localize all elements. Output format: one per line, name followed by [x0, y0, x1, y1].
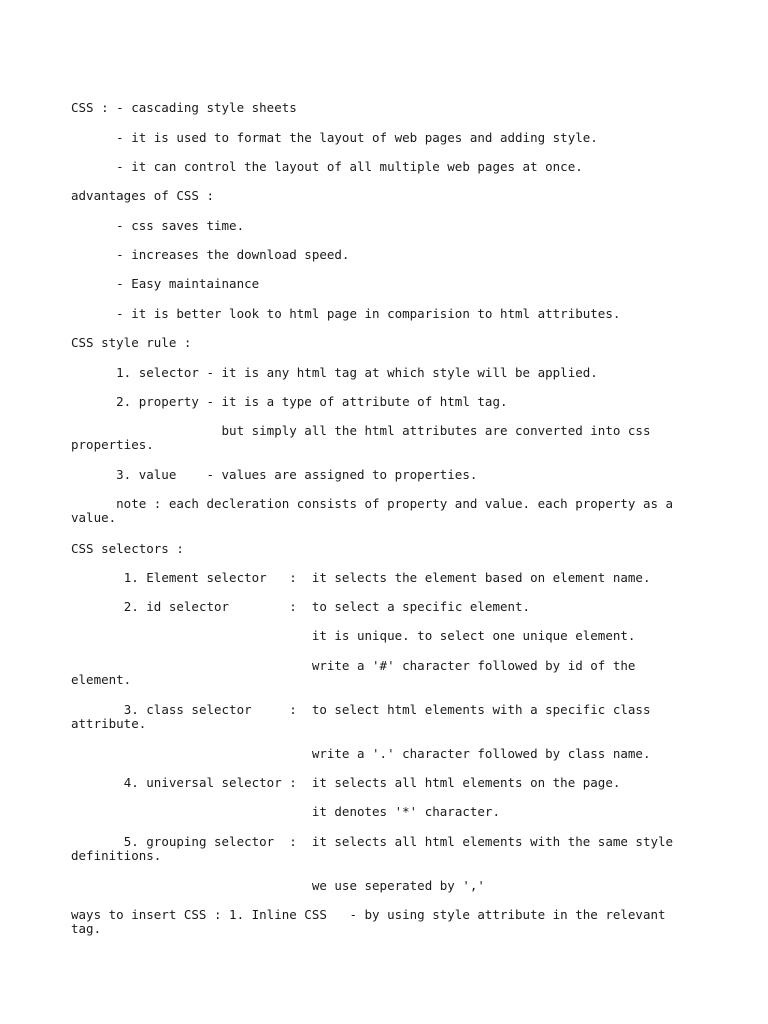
text-line: note : each decleration consists of property and value. each property as a value. [71, 496, 674, 525]
text-line: 1. selector - it is any html tag at which style will be applied. [71, 365, 598, 380]
text-line: write a '.' character followed by class name. [71, 746, 651, 761]
text-line: it denotes '*' character. [71, 804, 500, 819]
text-line: - Easy maintainance [71, 276, 260, 291]
text-line: 1. Element selector : it selects the element based on element name. [71, 570, 651, 585]
text-line: CSS selectors : [71, 541, 184, 556]
text-line: - increases the download speed. [71, 247, 350, 262]
text-line: 5. grouping selector : it selects all html elements with the same style definitions. [71, 834, 674, 863]
text-line: - it is better look to html page in comparision to html attributes. [71, 306, 621, 321]
text-line: advantages of CSS : [71, 188, 214, 203]
text-line: write a '#' character followed by id of the element. [71, 658, 636, 687]
text-line: 3. value - values are assigned to properties. [71, 467, 478, 482]
text-line: 2. id selector : to select a specific element. [71, 599, 531, 614]
text-line: 4. universal selector : it selects all html elements on the page. [71, 775, 621, 790]
text-line: - it can control the layout of all multiple web pages at once. [71, 159, 583, 174]
text-line: we use seperated by ',' [71, 878, 485, 893]
text-line: but simply all the html attributes are converted into css properties. [71, 423, 651, 452]
text-line: CSS style rule : [71, 335, 192, 350]
text-line: - css saves time. [71, 218, 245, 233]
text-line: - it is used to format the layout of web pages and adding style. [71, 130, 598, 145]
text-line: ways to insert CSS : 1. Inline CSS - by using style attribute in the relevant tag. [71, 907, 666, 936]
text-line: 3. class selector : to select html elements with a specific class attribute. [71, 702, 651, 731]
text-line: it is unique. to select one unique element. [71, 628, 636, 643]
text-line: 2. property - it is a type of attribute of html tag. [71, 394, 508, 409]
text-line: CSS : - cascading style sheets [71, 100, 297, 115]
